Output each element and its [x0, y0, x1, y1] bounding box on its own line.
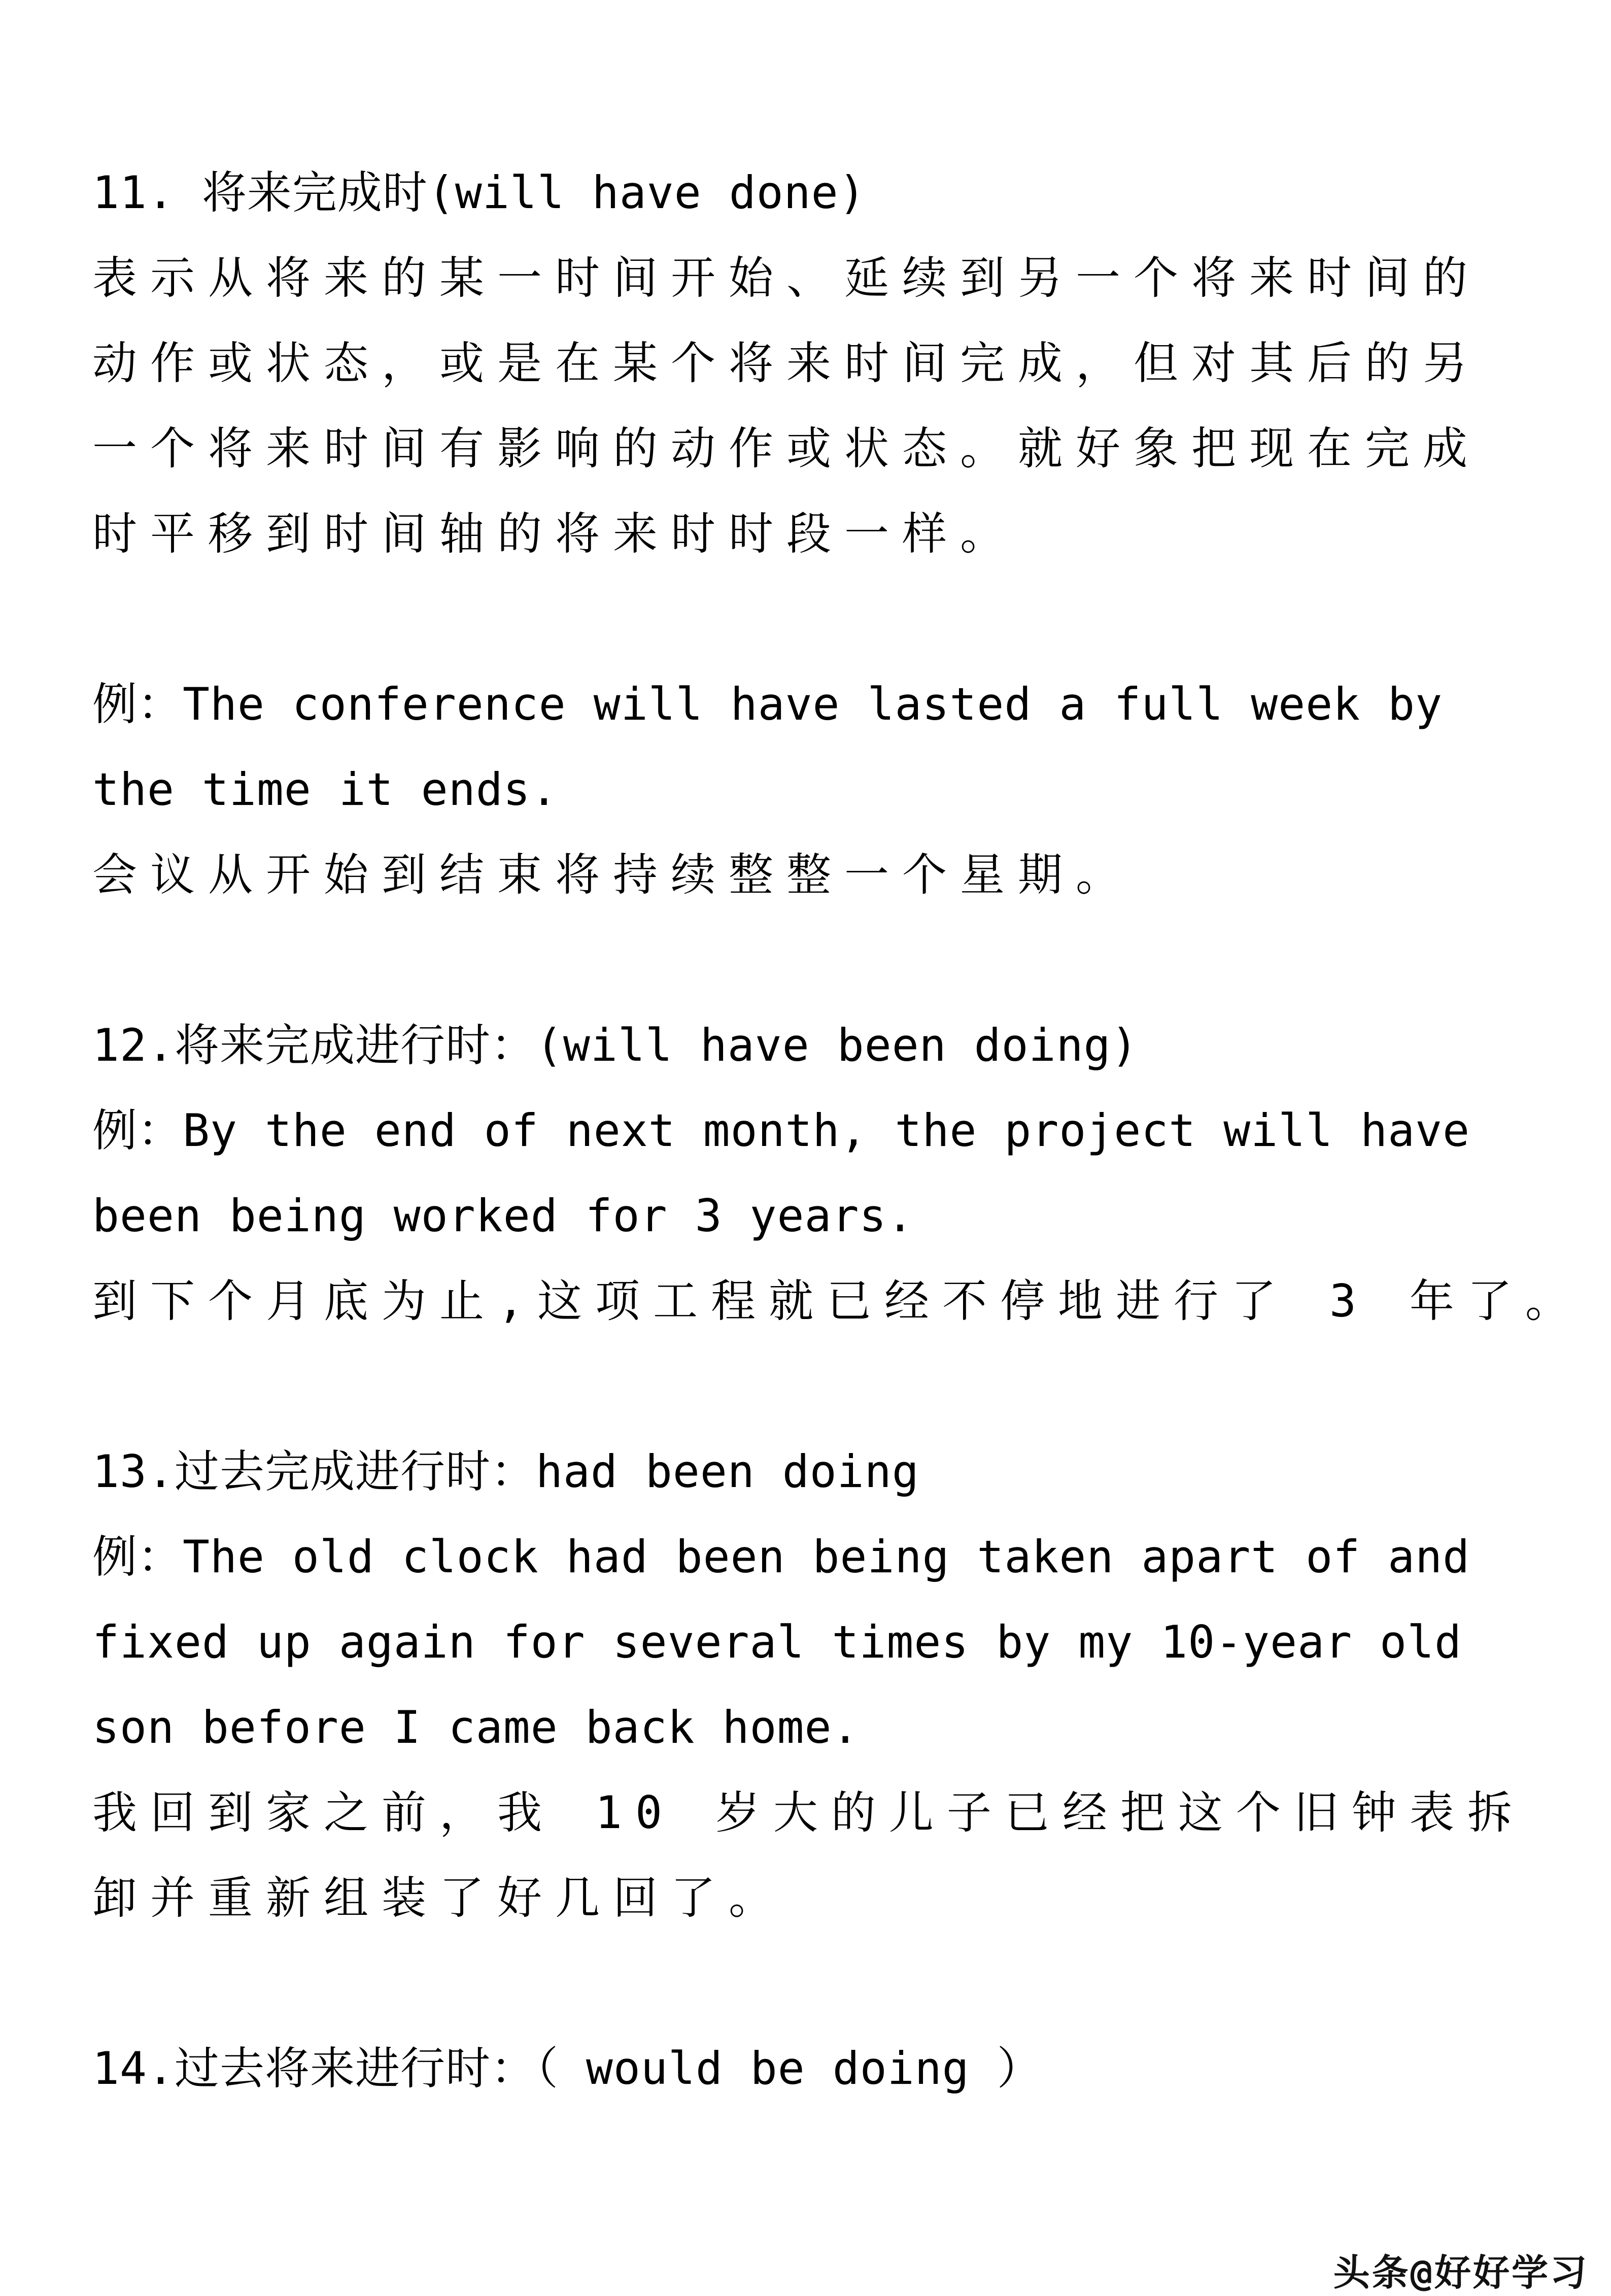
translation-line: 我回到家之前，我 10 岁大的儿子已经把这个旧钟表拆	[92, 1786, 1525, 1839]
section-future-perfect-progressive	[92, 1003, 1583, 1344]
example-line: been being worked for 3 years.	[92, 1190, 914, 1242]
translation-line: 到下个月底为止,这项工程就已经不停地进行了 3 年了。	[92, 1275, 1583, 1327]
example-line: 例：The conference will have lasted a full week by	[92, 678, 1443, 730]
section-future-perfect-example	[92, 662, 1544, 918]
watermark-text: 头条@好好学习	[1333, 2251, 1589, 2294]
example-line: 例：The old clock had been being taken apart of and	[92, 1531, 1470, 1583]
example-line: the time it ends.	[92, 763, 558, 816]
section-12-heading: 12.将来完成进行时：(will have been doing)	[92, 1019, 1139, 1071]
example-line: fixed up again for several times by my 10-year old	[92, 1616, 1462, 1668]
translation-line: 会议从开始到结束将持续整整一个星期。	[92, 849, 1134, 901]
section-14-heading: 14.过去将来进行时：（ would be doing ）	[92, 2042, 1042, 2095]
text-line: 表示从将来的某一时间开始、延续到另一个将来时间的	[92, 252, 1481, 304]
document-body	[92, 150, 1583, 2111]
section-past-future-progressive	[92, 2026, 1544, 2111]
text-line: 一个将来时间有影响的动作或状态。就好象把现在完成	[92, 422, 1481, 475]
example-line: 例：By the end of next month, the project will have	[92, 1104, 1470, 1157]
section-13-heading: 13.过去完成进行时：had been doing	[92, 1445, 919, 1498]
text-line: 时平移到时间轴的将来时时段一样。	[92, 508, 1018, 560]
watermark	[1285, 2201, 1589, 2296]
example-line: son before I came back home.	[92, 1701, 860, 1753]
section-future-perfect	[92, 150, 1544, 577]
section-past-perfect-progressive	[92, 1429, 1544, 1941]
text-line: 动作或状态，或是在某个将来时间完成，但对其后的另	[92, 337, 1481, 389]
translation-line: 卸并重新组装了好几回了。	[92, 1872, 787, 1924]
section-11-heading: 11. 将来完成时(will have done)	[92, 166, 866, 219]
